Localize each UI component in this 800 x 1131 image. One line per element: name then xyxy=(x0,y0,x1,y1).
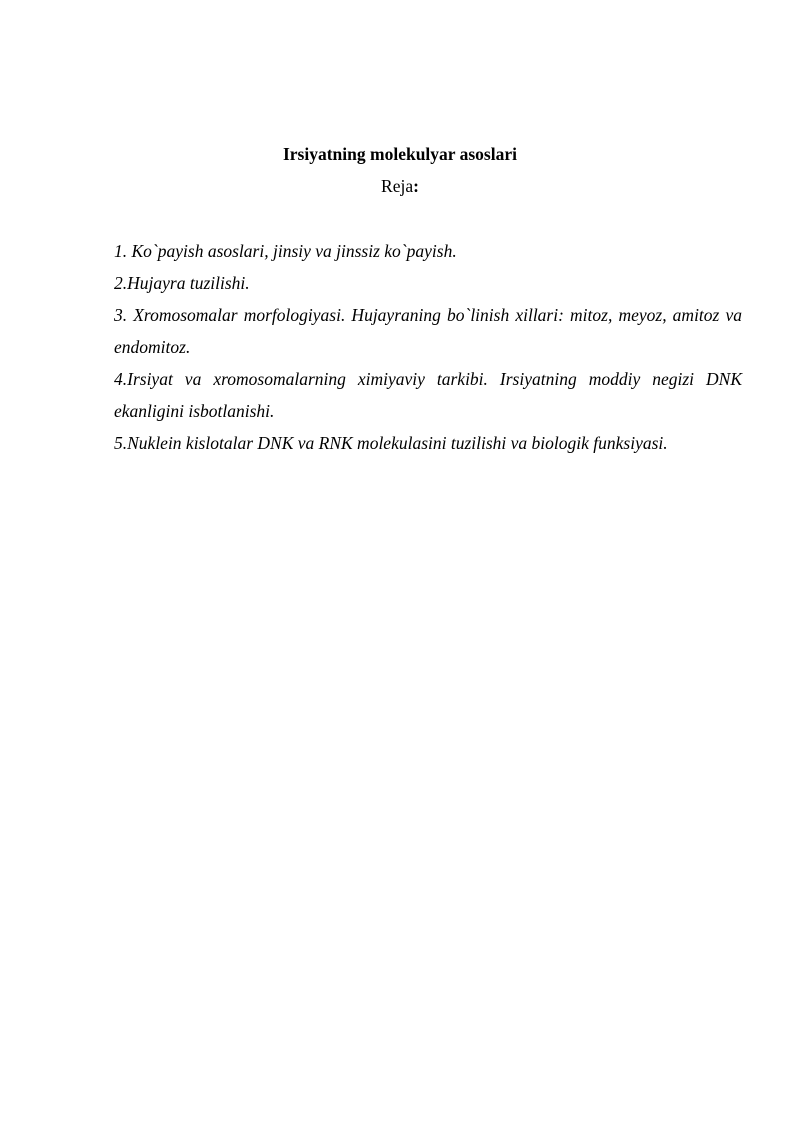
plan-item-2: 2.Hujayra tuzilishi. xyxy=(114,273,250,293)
plan-heading-colon: : xyxy=(413,176,419,196)
plan-item-3: 3. Xromosomalar morfologiyasi. Hujayraning bo`linish xillari: mitoz, meyoz, amitoz va endomitoz. xyxy=(114,305,742,357)
plan-heading-text: Reja xyxy=(381,176,414,196)
plan-item-4: 4.Irsiyat va xromosomalarning ximiyaviy tarkibi. Irsiyatning moddiy negizi DNK ekanligini isbotlanishi. xyxy=(114,369,742,421)
plan-item-1: 1. Ko`payish asoslari, jinsiy va jinssiz ko`payish. xyxy=(114,241,457,261)
plan-heading xyxy=(0,175,800,197)
plan-list xyxy=(114,235,742,459)
document-title: Irsiyatning molekulyar asoslari xyxy=(282,144,517,164)
plan-item-5: 5.Nuklein kislotalar DNK va RNK molekulasini tuzilishi va biologik funksiyasi. xyxy=(114,433,668,453)
